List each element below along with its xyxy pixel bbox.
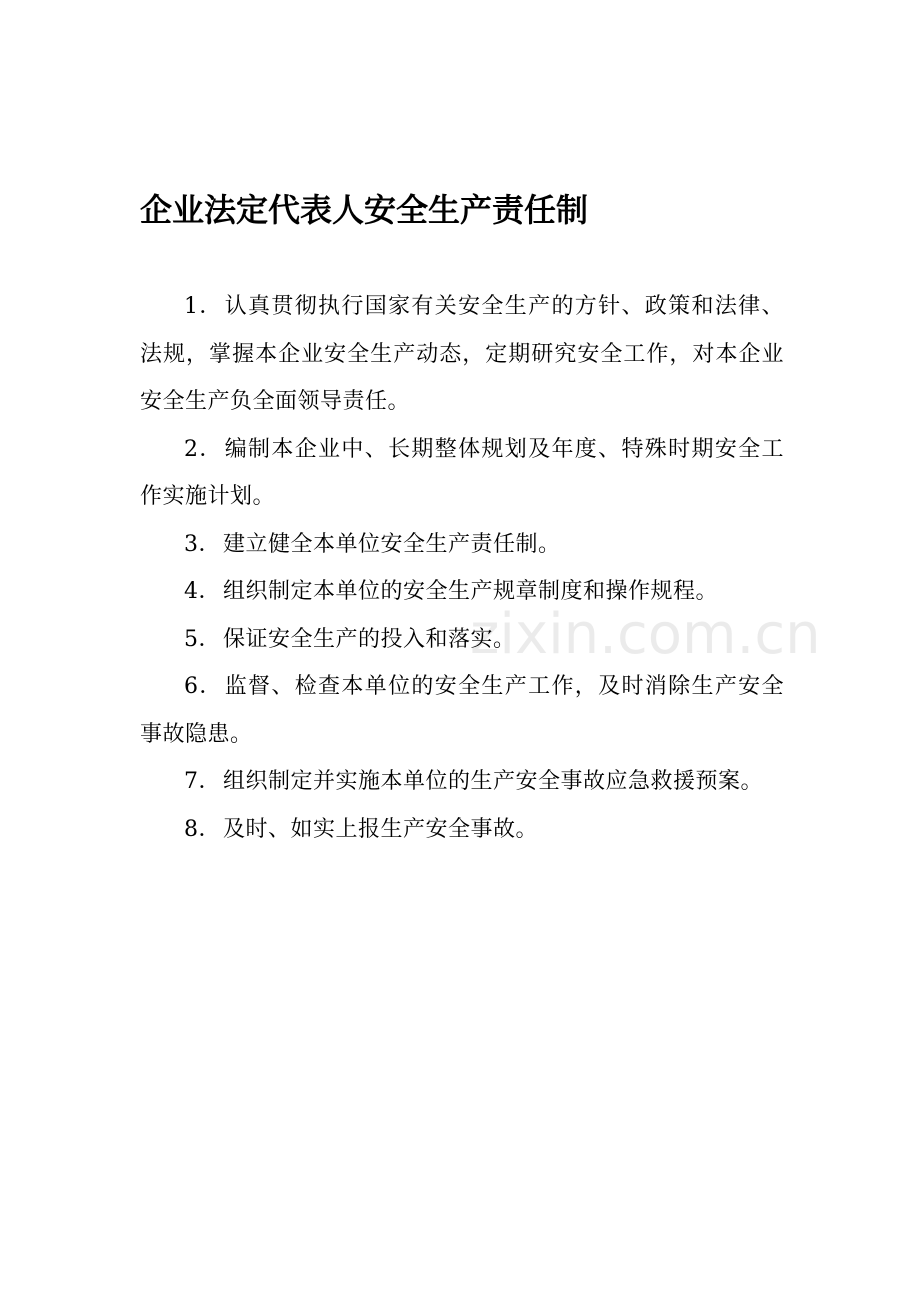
clause-item (140, 521, 784, 569)
clause-item (140, 758, 784, 806)
clause-number: 1． (184, 294, 223, 319)
clause-text: 及时、如实上报生产安全事故。 (223, 816, 539, 842)
clause-text: 组织制定本单位的安全生产规章制度和操作规程。 (223, 579, 719, 604)
document-title: 企业法定代表人安全生产责任制 (140, 191, 589, 229)
clause-text: 组织制定并实施本单位的生产安全事故应急救援预案。 (223, 769, 764, 794)
clause-item (140, 806, 784, 854)
clause-number: 8． (184, 816, 221, 842)
clause-text: 认真贯彻执行国家有关安全生产的方针、政策和法律、法规，掌握本企业安全生产动态，定期研究安全工作，对本企业安全生产负全面领导责任。 (140, 294, 784, 414)
clause-number: 6． (184, 674, 223, 699)
clause-number: 5． (184, 626, 221, 652)
clause-item (140, 283, 784, 426)
clause-text: 编制本企业中、长期整体规划及年度、特殊时期安全工作实施计划。 (140, 436, 784, 509)
clause-number: 7． (184, 769, 221, 794)
clause-text: 监督、检查本单位的安全生产工作，及时消除生产安全事故隐患。 (140, 674, 784, 747)
clause-number: 2． (184, 436, 223, 462)
clause-text: 保证安全生产的投入和落实。 (223, 626, 516, 652)
clause-item (140, 568, 784, 616)
clause-item (140, 616, 784, 664)
clause-text: 建立健全本单位安全生产责任制。 (223, 531, 561, 557)
site-watermark: zixin.com.cn (470, 602, 821, 667)
clause-item (140, 663, 784, 758)
clause-number: 3． (184, 531, 221, 557)
clause-item (140, 426, 784, 521)
clause-list (140, 283, 784, 853)
clause-number: 4． (184, 579, 221, 604)
